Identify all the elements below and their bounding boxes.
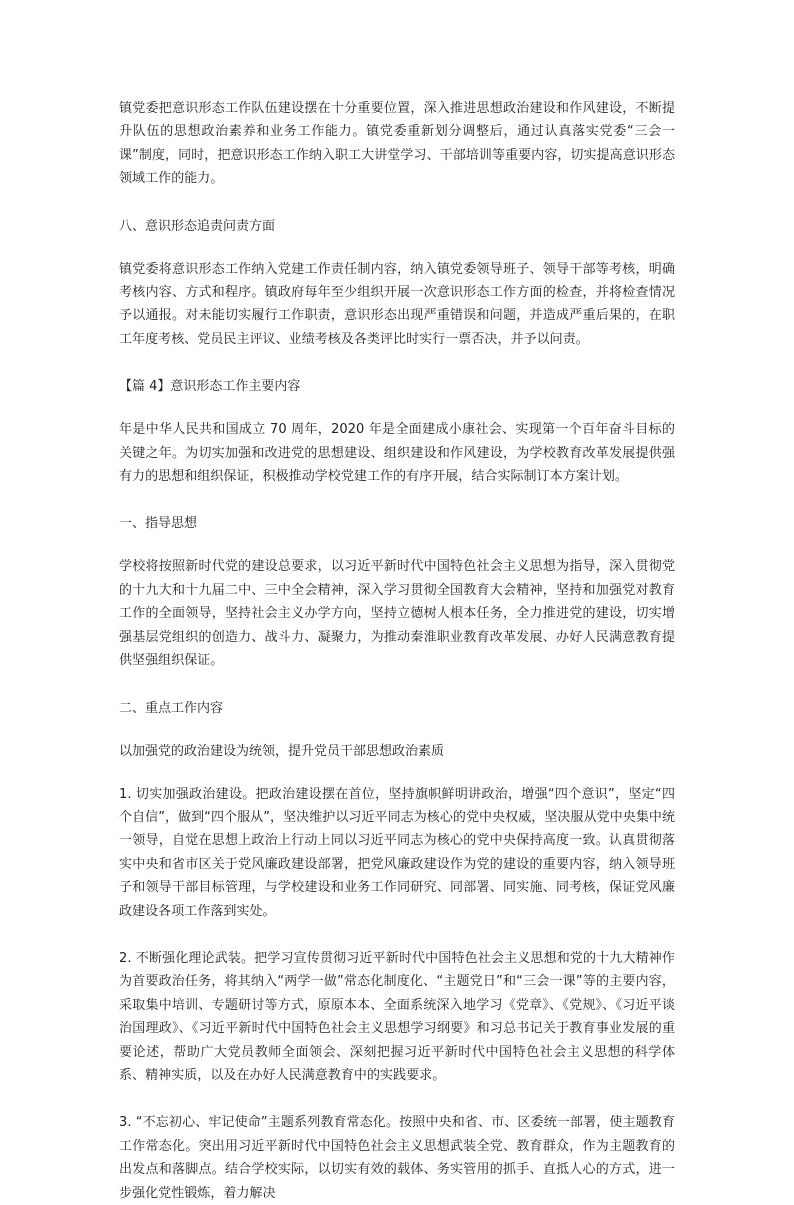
paragraph-item-1: 1. 切实加强政治建设。把政治建设摆在首位，坚持旗帜鲜明讲政治，增强“四个意识”，坚定“四个自信”，做到“四个服从”，坚决维护以习近平同志为核心的党中央权威，坚决服从党中央集中统一领导，自觉在思想上政治上行动上同以习近平同志为核心的党中央保持高度一致。认真贯彻落实中央和省市区关于党风廉政建设部署，把党风廉政建设作为党的建设的重要内容，纳入领导班子和领导干部目标管理，与学校建设和业务工作同研究、同部署、同实施、同考核，保证党风廉政建设各项工作落到实处。 (119, 786, 675, 919)
paragraph-accountability: 镇党委将意识形态工作纳入党建工作责任制内容，纳入镇党委领导班子、领导干部等考核，明确考核内容、方式和程序。镇政府每年至少组织开展一次意识形态工作方面的检查，并将检查情况予以通报。对未能切实履行工作职责，意识形态出现严重错误和问题，并造成严重后果的，在职工年度考核、党员民主评议、业绩考核及各类评比时实行一票否决，并予以问责。 (119, 261, 675, 347)
paragraph-item-2: 2. 不断强化理论武装。把学习宣传贯彻习近平新时代中国特色社会主义思想和党的十九大精神作为首要政治任务，将其纳入“两学一做”常态化制度化、“主题党日”和“三会一课”等的主要内容，采取集中培训、专题研讨等方式，原原本本、全面系统深入地学习《党章》、《党规》、《习近平谈治国理政》、《习近平新时代中国特色社会主义思想学习纲要》和习总书记关于教育事业发展的重要论述，帮助广大党员教师全面领会、深刻把握习近平新时代中国特色社会主义思想的科学体系、精神实质，以及在办好人民满意教育中的实践要求。 (119, 950, 675, 1083)
paragraph-team-building: 镇党委把意识形态工作队伍建设摆在十分重要位置，深入推进思想政治建设和作风建设，不断提升队伍的思想政治素养和业务工作能力。镇党委重新划分调整后，通过认真落实党委“三会一课”制度，同时，把意识形态工作纳入职工大讲堂学习、干部培训等重要内容，切实提高意识形态领域工作的能力。 (119, 101, 675, 187)
paragraph-guiding-ideology: 学校将按照新时代党的建设总要求，以习近平新时代中国特色社会主义思想为指导，深入贯彻党的十九大和十九届二中、三中全会精神，深入学习贯彻全国教育大会精神，坚持和加强党对教育工作的全面领导，坚持社会主义办学方向，坚持立德树人根本任务，全力推进党的建设，切实增强基层党组织的创造力、战斗力、凝聚力，为推动秦淮职业教育改革发展、办好人民满意教育提供坚强组织保证。 (119, 559, 675, 669)
paragraph-item-3: 3. “不忘初心、牢记使命”主题系列教育常态化。按照中央和省、市、区委统一部署，使主题教育工作常态化。突出用习近平新时代中国特色社会主义思想武装全党、教育群众，作为主题教育的出发点和落脚点。结合学校实际，以切实有效的载体、务实管用的抓手、直抵人心的方式，进一步强化党性锻炼，着力解决 (119, 1115, 675, 1201)
subheading-political-building: 以加强党的政治建设为统领，提升党员干部思想政治素质 (119, 743, 445, 759)
heading-key-work: 二、重点工作内容 (119, 700, 224, 716)
document-page (119, 97, 675, 1205)
heading-guiding-ideology: 一、指导思想 (119, 516, 198, 532)
heading-accountability: 八、意识形态追责问责方面 (119, 218, 276, 234)
paragraph-intro: 年是中华人民共和国成立 70 周年，2020 年是全面建成小康社会、实现第一个百年奋斗目标的关键之年。为切实加强和改进党的思想建设、组织建设和作风建设，为学校教育改革发展提供强有力的思想和组织保证，积极推动学校党建工作的有序开展，结合实际制订本方案计划。 (119, 422, 675, 485)
heading-article-4: 【篇 4】意识形态工作主要内容 (119, 379, 301, 395)
